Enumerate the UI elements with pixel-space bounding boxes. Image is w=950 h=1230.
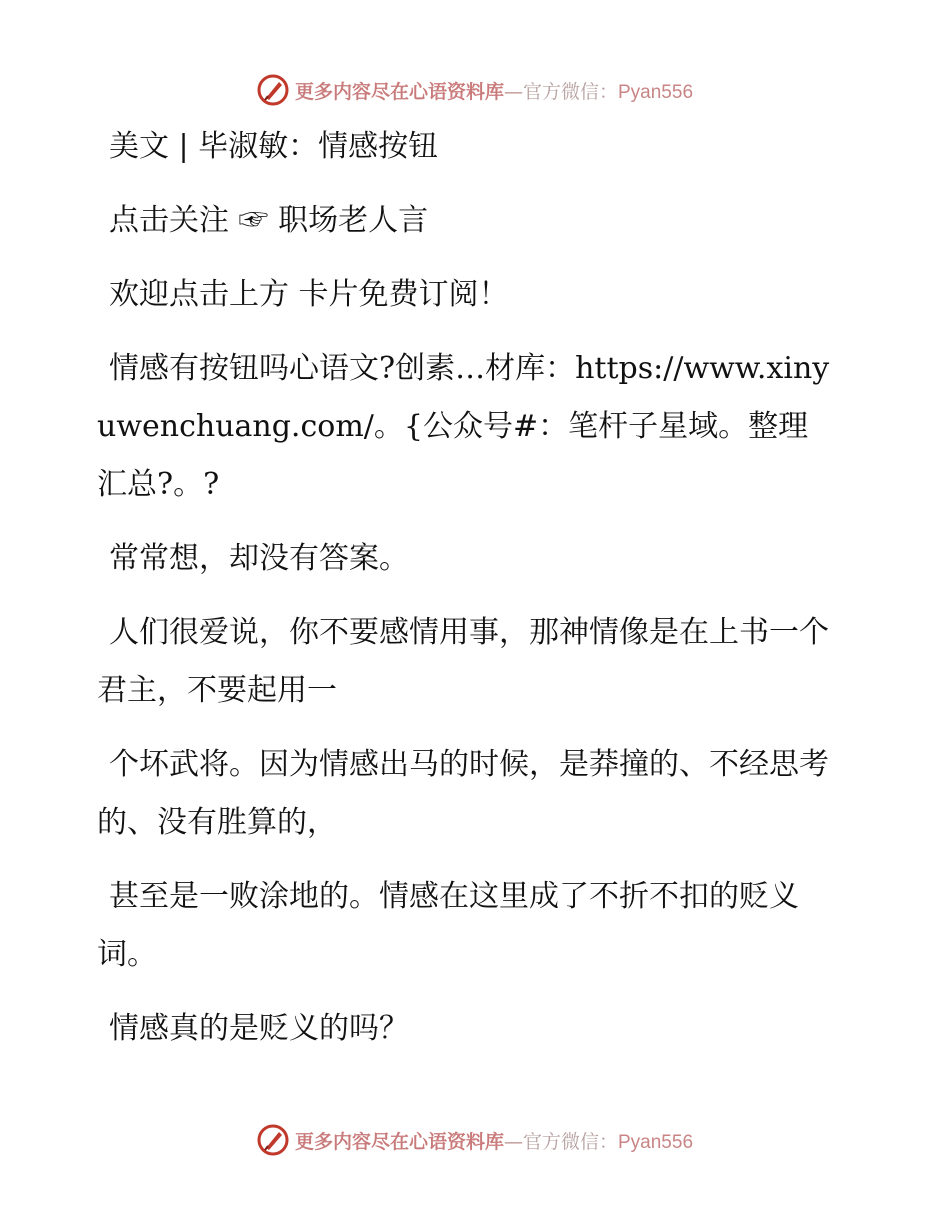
watermark-text [295, 77, 693, 104]
watermark-dash: — [503, 80, 523, 103]
paragraph-4: 个坏武将。因为情感出马的时候，是莽撞的、不经思考的、没有胜算的， [97, 747, 829, 840]
follow-line: 点击关注 ☞ 职场老人言 [109, 203, 429, 238]
watermark-dash: — [503, 1130, 523, 1153]
watermark-main: 更多内容尽在心语资料库 [294, 1130, 504, 1153]
paragraph-5: 甚至是一败涂地的。情感在这里成了不折不扣的贬义词。 [97, 879, 799, 972]
article-title: 美文 | 毕淑敏：情感按钮 [109, 129, 439, 164]
paragraph-2: 常常想，却没有答案。 [109, 541, 409, 576]
header-watermark [0, 70, 950, 110]
watermark-wechat-label: 官方微信： [522, 80, 618, 103]
watermark-account: Pyan556 [618, 1131, 694, 1153]
paragraph-6: 情感真的是贬义的吗？ [109, 1011, 409, 1046]
paragraph-intro: 情感有按钮吗心语文?创素…材库：https://www.xinyuwenchuang.com/。{公众号#：笔杆子星域。整理汇总?。? [97, 351, 830, 502]
footer-watermark [0, 1120, 950, 1160]
watermark-main: 更多内容尽在心语资料库 [294, 80, 504, 103]
paragraph-3: 人们很爱说，你不要感情用事，那神情像是在上书一个君主，不要起用一 [97, 615, 829, 708]
subscribe-line: 欢迎点击上方 卡片免费订阅！ [109, 277, 509, 312]
quill-pen-logo-icon [257, 1124, 289, 1156]
watermark-wechat-label: 官方微信： [522, 1130, 618, 1153]
document-body [97, 118, 837, 1074]
watermark-account: Pyan556 [618, 81, 694, 103]
watermark-text [295, 1127, 693, 1154]
quill-pen-logo-icon [257, 74, 289, 106]
